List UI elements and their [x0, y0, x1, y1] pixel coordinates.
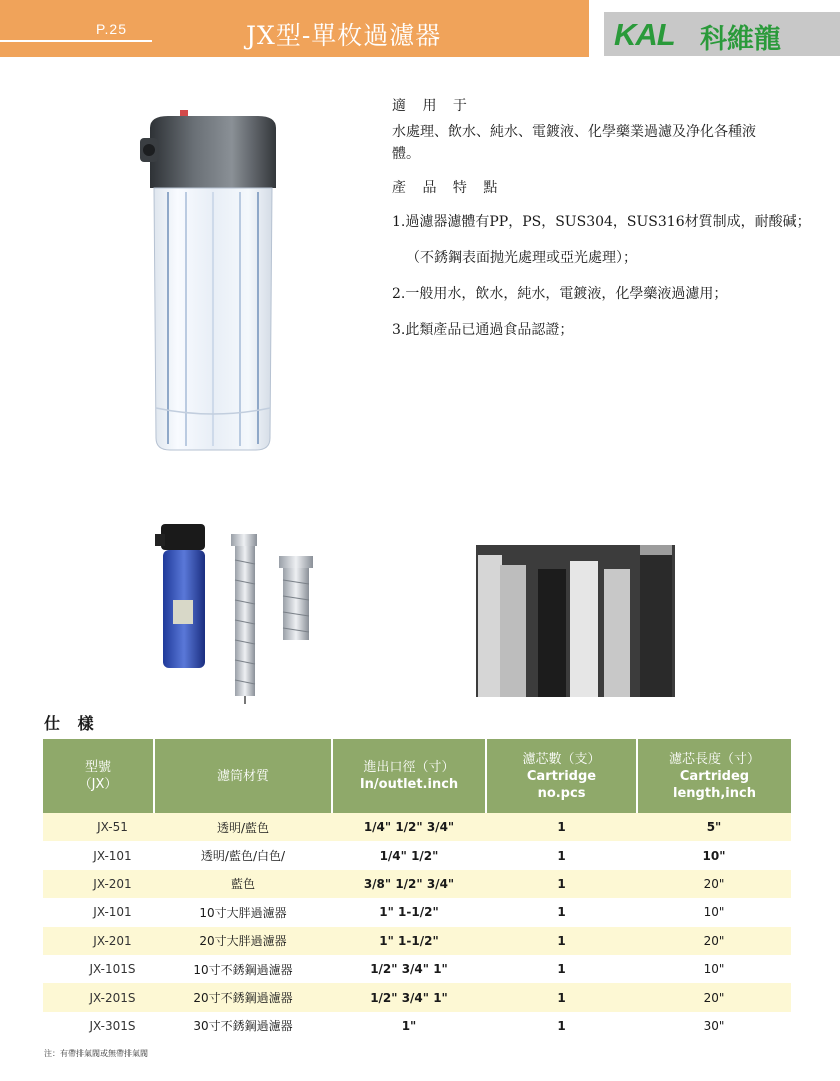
- table-row: [43, 1012, 791, 1040]
- feature-item-note: （不銹鋼表面抛光處理或亞光處理）；: [406, 250, 637, 266]
- cell-count: 1: [486, 927, 637, 955]
- logo-name: 科維龍: [700, 24, 781, 55]
- feature-item-3: 3.此類產品已通過食品認證；: [392, 322, 574, 338]
- feature-item-1: 1.過濾器濾體有PP，PS，SUS304，SUS316材質制成，耐酸碱；: [392, 214, 811, 230]
- cell-model: JX-101: [93, 848, 132, 863]
- header-material: 濾筒材質: [154, 739, 332, 813]
- cell-port: 1/4" 1/2" 3/4": [332, 813, 486, 841]
- cell-model: JX-301S: [89, 1018, 136, 1033]
- cell-count: 1: [486, 983, 637, 1011]
- cell-port: 1" 1-1/2": [379, 905, 439, 920]
- table-row: [43, 955, 791, 983]
- cell-length: 30": [703, 1018, 725, 1033]
- page-title: JX型-單枚過濾器: [246, 21, 442, 50]
- cell-port: 3/8" 1/2" 3/4": [332, 870, 486, 898]
- cell-model: JX-101S: [89, 962, 136, 977]
- cell-count: 1: [557, 1018, 566, 1033]
- spec-table-header: [43, 739, 791, 813]
- features-heading: 產 品 特 點: [392, 180, 504, 196]
- table-row: [43, 870, 791, 898]
- header-model: 型號 （JX）: [43, 739, 154, 813]
- cell-material: 20寸不銹鋼過濾器: [154, 983, 332, 1011]
- page-number: P.25: [96, 21, 127, 37]
- header-cartridge-count: 濾芯數（支） Cartridge no.pcs: [486, 739, 637, 813]
- intro-text: [392, 95, 812, 341]
- header-cartridge-length: 濾芯長度（寸） Cartrideg length,inch: [637, 739, 791, 813]
- cell-material: 10寸大胖過濾器: [199, 905, 287, 920]
- header-port: 進出口徑（寸） In/outlet.inch: [332, 739, 486, 813]
- filter-housing-photo: [138, 108, 288, 458]
- application-text: 水處理、飲水、純水、電鍍液、化學藥業過濾及净化各種液體。: [392, 124, 756, 162]
- cell-length: 10": [703, 905, 725, 920]
- filter-variants-photo: [155, 520, 325, 705]
- cell-model: JX-201: [43, 870, 154, 898]
- cell-port: 1": [401, 1018, 417, 1033]
- cell-count: 1: [486, 813, 637, 841]
- cell-port: 1/2" 3/4" 1": [370, 962, 448, 977]
- table-row: [43, 813, 791, 841]
- cell-length: 5": [637, 813, 791, 841]
- header-bar: [0, 0, 589, 57]
- application-heading: 適 用 于: [392, 98, 473, 114]
- table-footnote: 注：有帶排氣閥或無帶排氣閥: [44, 1049, 148, 1058]
- spec-section-title: 仕 樣: [44, 714, 100, 733]
- cell-count: 1: [557, 905, 566, 920]
- table-row: [43, 927, 791, 955]
- cell-material: 20寸大胖過濾器: [154, 927, 332, 955]
- cell-count: 1: [557, 962, 566, 977]
- cell-count: 1: [486, 870, 637, 898]
- table-row: [43, 898, 791, 926]
- cell-length: 10": [703, 962, 725, 977]
- cell-material: 藍色: [154, 870, 332, 898]
- cell-model: JX-51: [43, 813, 154, 841]
- cell-count: 1: [557, 848, 566, 863]
- brand-logo: [604, 12, 840, 56]
- cell-length: 20": [637, 927, 791, 955]
- cell-model: JX-201: [43, 927, 154, 955]
- table-row: [43, 841, 791, 869]
- table-row: [43, 983, 791, 1011]
- cell-material: 30寸不銹鋼過濾器: [193, 1019, 293, 1034]
- cell-model: JX-101: [93, 905, 132, 920]
- cell-port: 1" 1-1/2": [332, 927, 486, 955]
- feature-item-2: 2.一般用水，飲水，純水，電鍍液，化學藥液過濾用；: [392, 286, 728, 302]
- cell-model: JX-201S: [43, 983, 154, 1011]
- cell-material: 透明/藍色/白色/: [200, 849, 286, 864]
- logo-mark: KAL: [614, 17, 675, 52]
- cell-length: 20": [637, 870, 791, 898]
- cell-material: 10寸不銹鋼過濾器: [193, 962, 293, 977]
- cell-port: 1/4" 1/2": [379, 848, 439, 863]
- cell-port: 1/2" 3/4" 1": [332, 983, 486, 1011]
- cell-length: 20": [637, 983, 791, 1011]
- page-number-rule: [0, 40, 152, 42]
- cell-material: 透明/藍色: [154, 813, 332, 841]
- spec-table: [43, 739, 791, 1040]
- cartridges-photo: [476, 545, 675, 697]
- cell-length: 10": [702, 848, 726, 863]
